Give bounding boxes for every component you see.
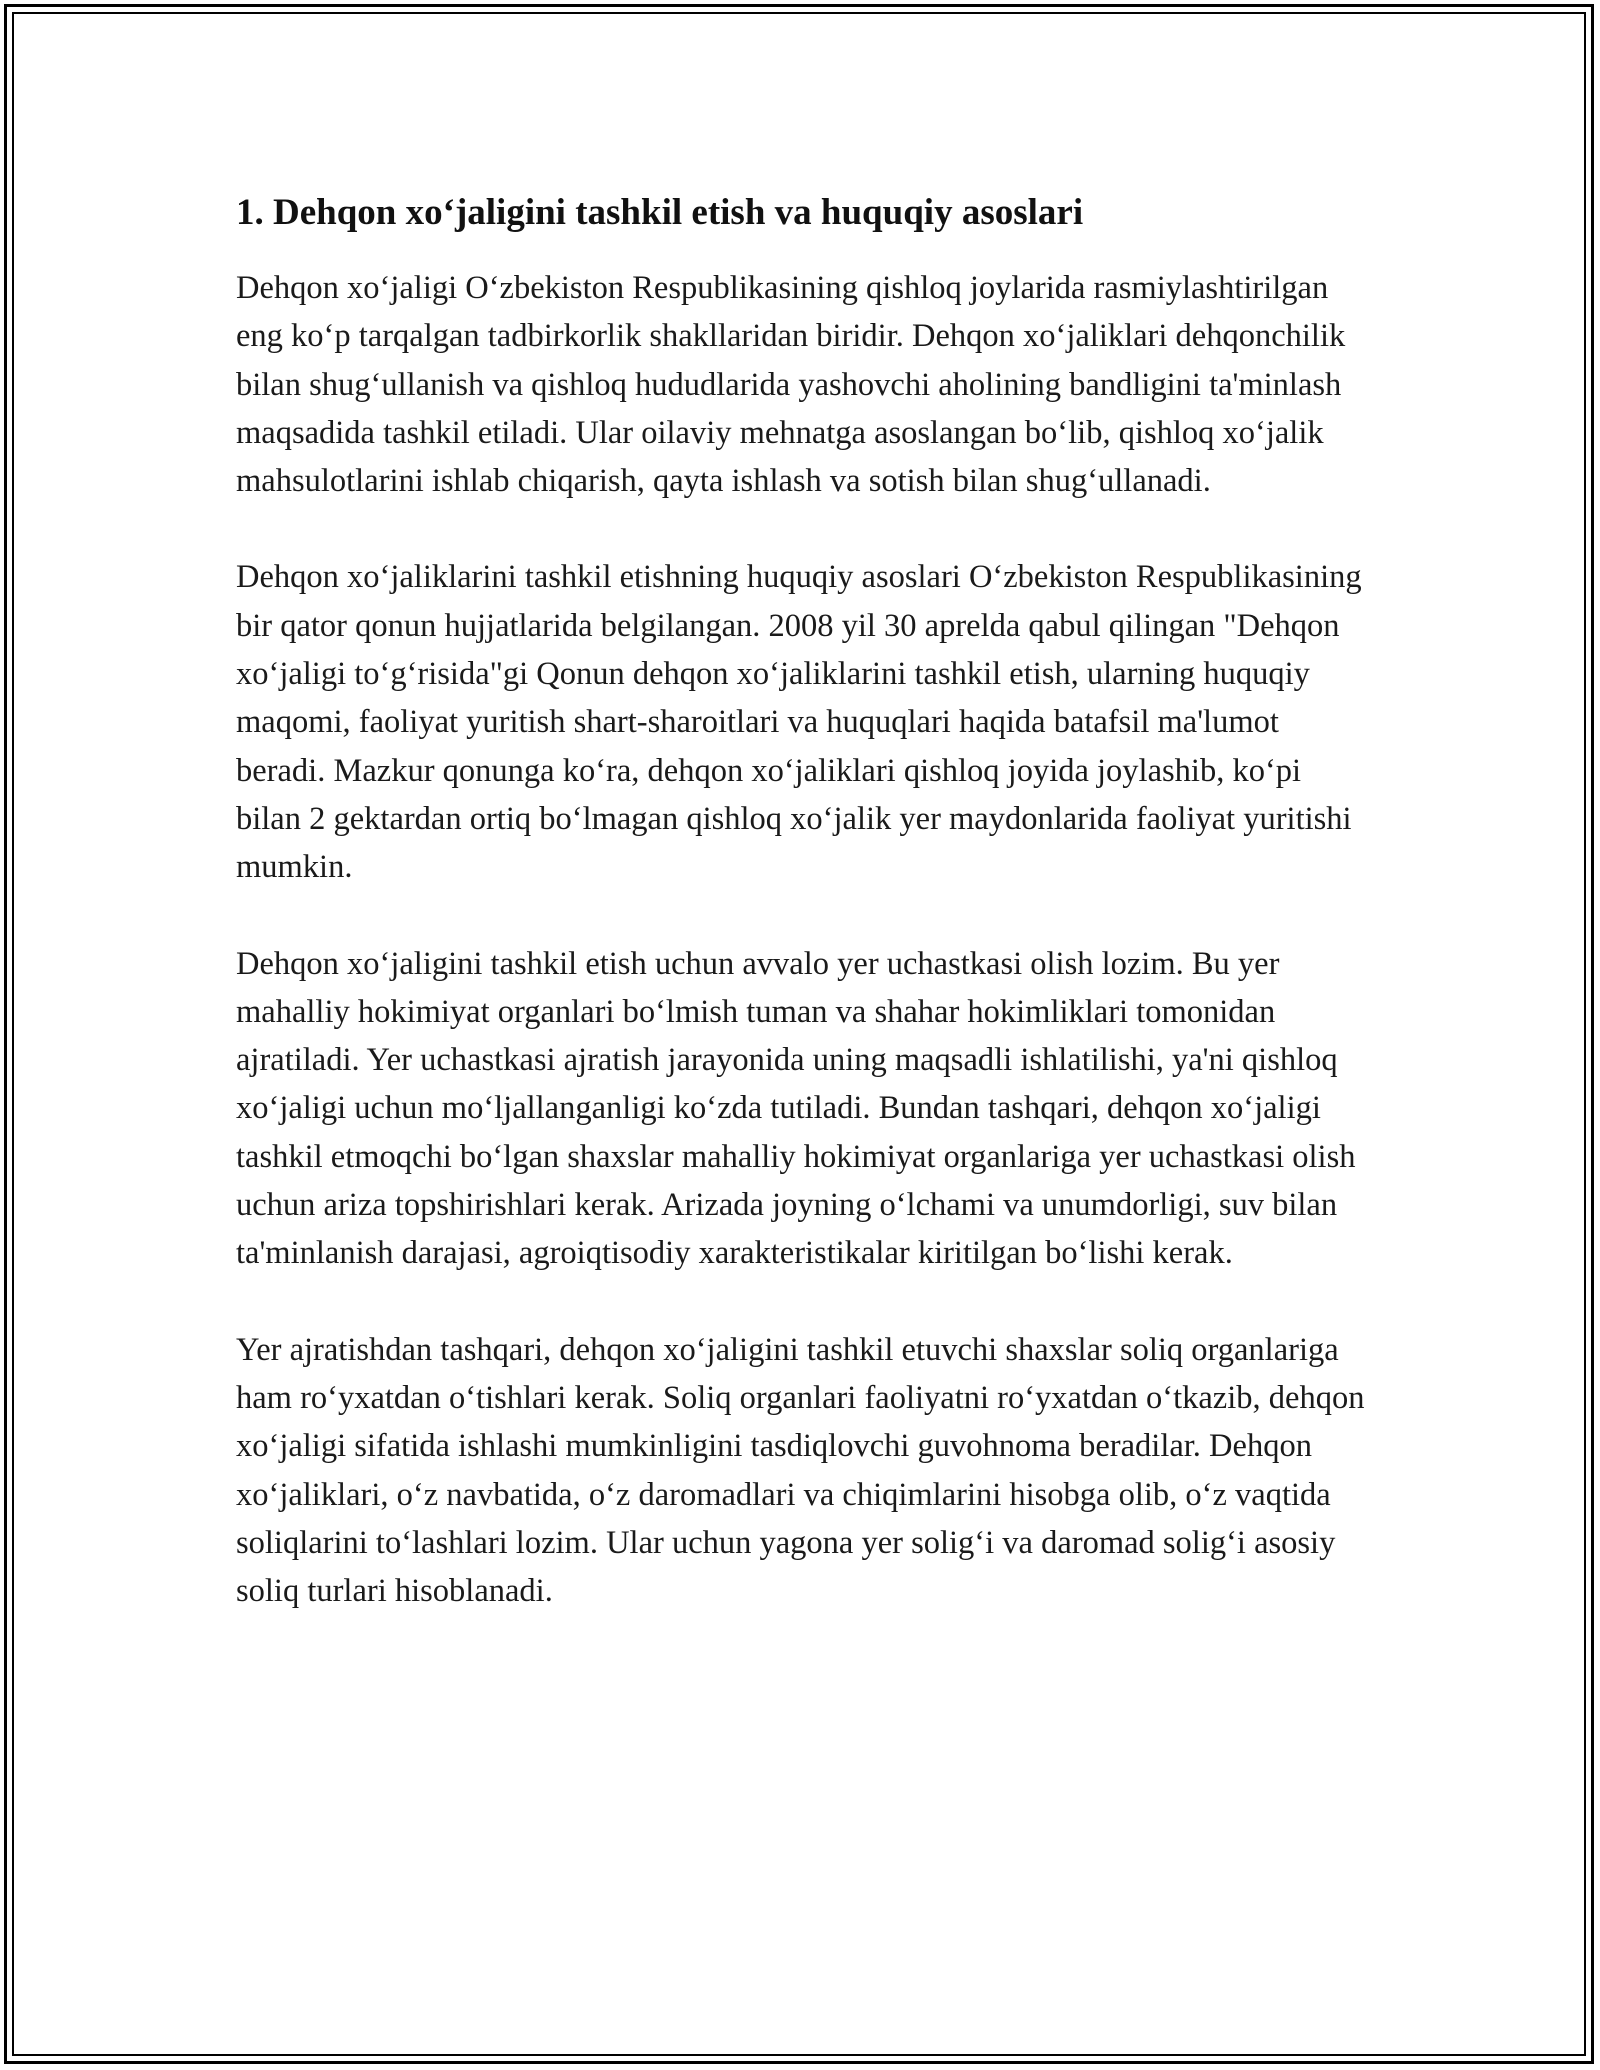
section-heading: 1. Dehqon xoʻjaligini tashkil etish va huquqiy asoslari bbox=[236, 192, 1084, 233]
paragraph-4: Yer ajratishdan tashqari, dehqon xoʻjaligini tashkil etuvchi shaxslar soliq organlariga ham roʻyxatdan oʻtishlari kerak. Soliq organlari faoliyatni roʻyxatdan oʻtkazib, dehqon xoʻjaligi sifatida ishlashi mumkinligini tasdiqlovchi guvohnoma beradilar. Dehqon xoʻjaliklari, oʻz navbatida, oʻz daromadlari va chiqimlarini hisobga olib, oʻz vaqtida soliqlarini toʻlashlari lozim. Ular uchun yagona yer soligʻi va daromad soligʻi asosiy soliq turlari hisoblanadi. bbox=[236, 1331, 1365, 1610]
paragraph-2: Dehqon xoʻjaliklarini tashkil etishning huquqiy asoslari Oʻzbekiston Respublikasining bir qator qonun hujjatlarida belgilangan. 2008 yil 30 aprelda qabul qilingan "Dehqon xoʻjaligi toʻgʻrisida"gi Qonun dehqon xoʻjaliklarini tashkil etish, ularning huquqiy maqomi, faoliyat yuritish shart-sharoitlari va huquqlari haqida batafsil ma'lumot beradi. Mazkur qonunga koʻra, dehqon xoʻjaliklari qishloq joyida joylashib, koʻpi bilan 2 gektardan ortiq boʻlmagan qishloq xoʻjalik yer maydonlarida faoliyat yuritishi mumkin. bbox=[236, 559, 1362, 886]
paragraph-3: Dehqon xoʻjaligini tashkil etish uchun avvalo yer uchastkasi olish lozim. Bu yer mahalliy hokimiyat organlari boʻlmish tuman va shahar hokimliklari tomonidan ajratiladi. Yer uchastkasi ajratish jarayonida uning maqsadli ishlatilishi, ya'ni qishloq xoʻjaligi uchun moʻljallanganligi koʻzda tutiladi. Bundan tashqari, dehqon xoʻjaligi tashkil etmoqchi boʻlgan shaxslar mahalliy hokimiyat organlariga yer uchastkasi olish uchun ariza topshirishlari kerak. Arizada joyning oʻlchami va unumdorligi, suv bilan ta'minlanish darajasi, agroiqtisodiy xarakteristikalar kiritilgan boʻlishi kerak. bbox=[236, 945, 1356, 1272]
document-body bbox=[236, 184, 1366, 1663]
paragraph-1: Dehqon xoʻjaligi Oʻzbekiston Respublikasining qishloq joylarida rasmiylashtirilgan eng koʻp tarqalgan tadbirkorlik shakllaridan biridir. Dehqon xoʻjaliklari dehqonchilik bilan shugʻullanish va qishloq hududlarida yashovchi aholining bandligini ta'minlash maqsadida tashkil etiladi. Ular oilaviy mehnatga asoslangan boʻlib, qishloq xoʻjalik mahsulotlarini ishlab chiqarish, qayta ishlash va sotish bilan shugʻullanadi. bbox=[236, 270, 1346, 500]
